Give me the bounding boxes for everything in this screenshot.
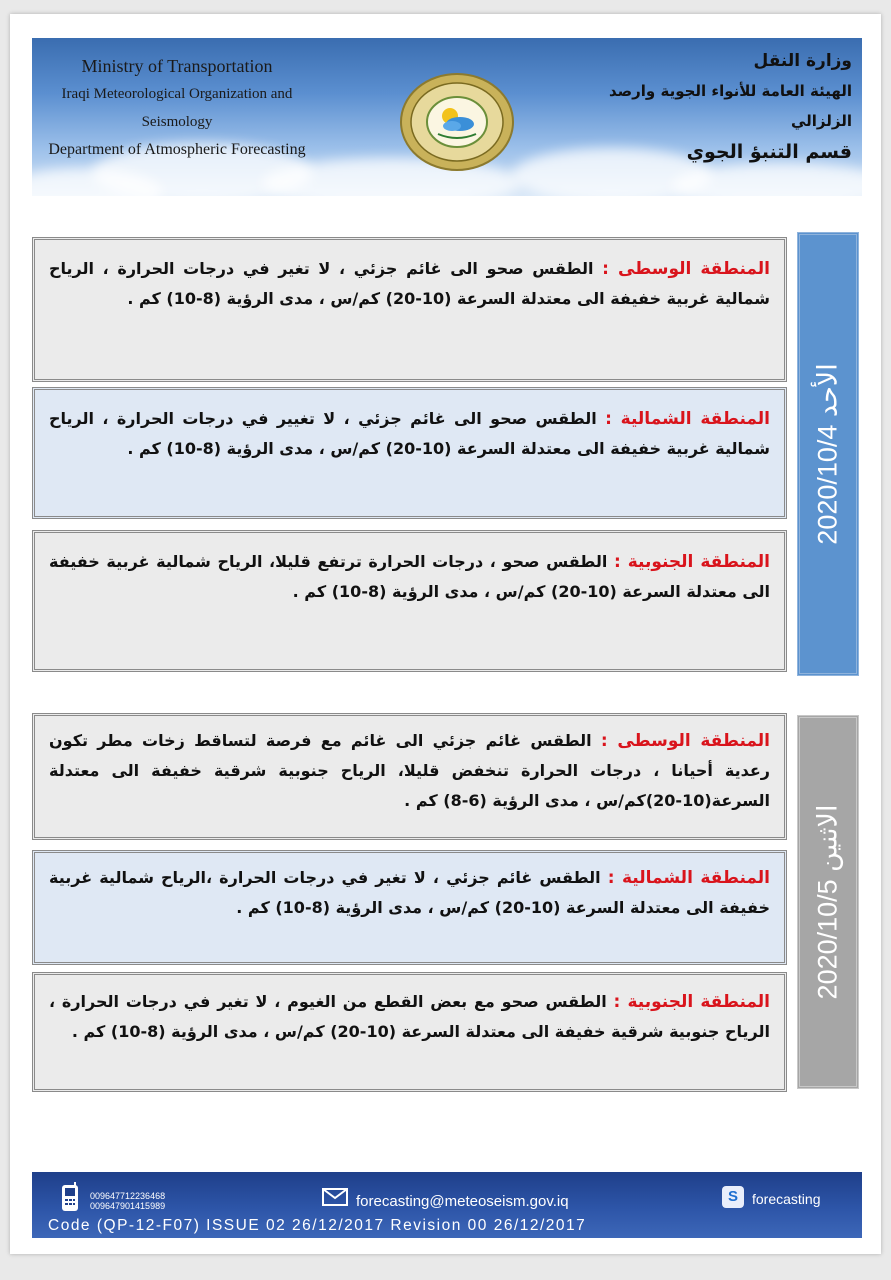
day1-date-label <box>797 232 859 676</box>
skype-handle[interactable]: forecasting <box>752 1191 821 1207</box>
day1-date-text: الأحد 2020/10/4 <box>812 363 843 545</box>
email-icon <box>322 1188 348 1206</box>
email-address[interactable]: forecasting@meteoseism.gov.iq <box>356 1193 569 1210</box>
phone-number-2: 009647901415989 <box>90 1201 166 1211</box>
region-forecast: الطقس صحو الى غائم جزئي ، لا تغيير في درجات الحرارة ، الرياح شمالية غربية خفيفة الى معتدلة السرعة (10-20) كم/س ، مدى الرؤية (8-10) كم . <box>49 409 770 458</box>
region-name: المنطقة الشمالية : <box>605 409 770 429</box>
department-name-en: Department of Atmospheric Forecasting <box>48 141 306 158</box>
department-name-ar: قسم التنبؤ الجوي <box>686 141 852 163</box>
day1-southern-region <box>32 530 787 672</box>
day2-northern-region <box>32 850 787 965</box>
region-name: المنطقة الوسطى : <box>602 259 770 279</box>
day2-date-text: الاثنين 2020/10/5 <box>812 804 843 1000</box>
skype-icon: S <box>722 1186 744 1208</box>
day2-southern-region <box>32 972 787 1092</box>
day1-northern-region <box>32 387 787 519</box>
organization-logo <box>398 72 516 172</box>
region-name: المنطقة الجنوبية : <box>613 992 770 1012</box>
day2-date-label <box>797 715 859 1089</box>
header-english-text <box>32 52 322 164</box>
region-forecast: الطقس غائم جزئي ، لا تغير في درجات الحرارة ،الرياح شمالية غربية خفيفة الى معتدلة السرعة (10-20) كم/س ، مدى الرؤية (8-10) كم . <box>49 868 770 917</box>
organization-name-ar: الهيئة العامة للأنواء الجوية وارصد الزلزالي <box>608 82 852 130</box>
header-banner <box>32 38 862 196</box>
document-code-line: Code (QP-12-F07) ISSUE 02 26/12/2017 Revision 00 26/12/2017 <box>48 1217 587 1234</box>
header-arabic-text <box>552 46 852 168</box>
ministry-name-ar: وزارة النقل <box>753 51 852 71</box>
phone-number-1: 009647712236468 <box>90 1191 166 1201</box>
region-forecast: الطقس صحو الى غائم جزئي ، لا تغير في درجات الحرارة ، الرياح شمالية غربية خفيفة الى معتدلة السرعة (10-20) كم/س ، مدى الرؤية (8-10) كم . <box>49 259 770 308</box>
region-name: المنطقة الجنوبية : <box>613 552 770 572</box>
region-forecast: الطقس صحو ، درجات الحرارة ترتفع قليلا، الرياح شمالية غربية خفيفة الى معتدلة السرعة (10-20) كم/س ، مدى الرؤية (8-10) كم . <box>49 552 770 601</box>
mobile-phone-icon <box>60 1182 80 1212</box>
footer-bar <box>32 1172 862 1238</box>
ministry-name-en: Ministry of Transportation <box>81 56 273 76</box>
region-forecast: الطقس صحو مع بعض القطع من الغيوم ، لا تغير في درجات الحرارة ، الرياح جنوبية شرقية خفيفة الى معتدلة السرعة (10-20) كم/س ، مدى الرؤية (8-10) كم . <box>49 992 770 1041</box>
region-forecast: الطقس غائم جزئي الى غائم مع فرصة لتساقط زخات مطر تكون رعدية أحيانا ، درجات الحرارة تنخفض قليلا، الرياح جنوبية شرقية خفيفة الى معتدلة السرعة(10-20)كم/س ، مدى الرؤية (6-8) كم . <box>49 731 770 810</box>
day1-central-region <box>32 237 787 382</box>
region-name: المنطقة الوسطى : <box>600 731 770 751</box>
day2-central-region <box>32 713 787 840</box>
region-name: المنطقة الشمالية : <box>607 868 770 888</box>
organization-name-en: Iraqi Meteorological Organization and Seismology <box>61 86 293 130</box>
phone-numbers <box>90 1191 165 1211</box>
